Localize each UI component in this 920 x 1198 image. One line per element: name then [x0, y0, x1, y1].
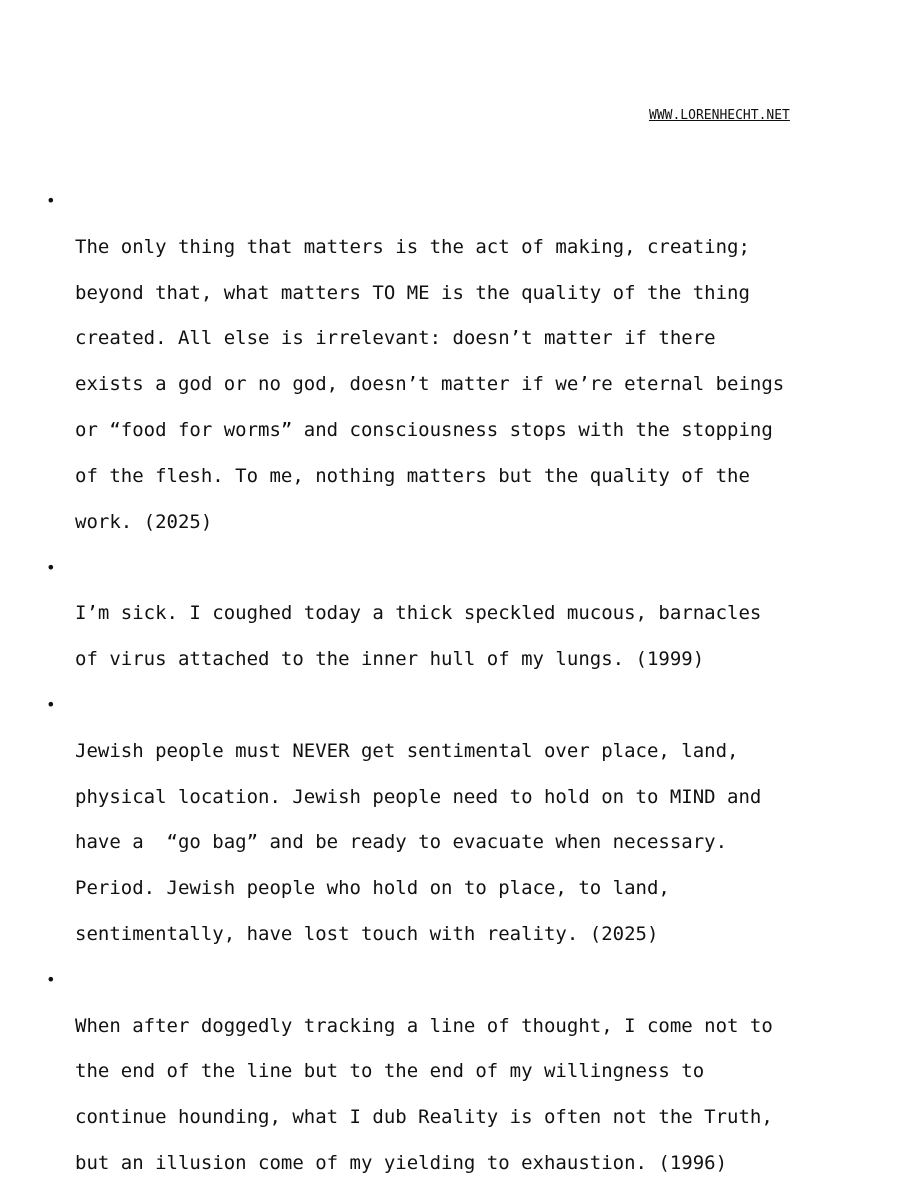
note-line: beyond that, what matters TO ME is the quality of the thing — [75, 281, 750, 304]
note-line: the end of the line but to the end of my willingness to — [75, 1060, 705, 1083]
note-line: of the flesh. To me, nothing matters but the quality of the — [75, 464, 750, 487]
note-line: exists a god or no god, doesn’t matter if we’re eternal beings — [75, 373, 785, 396]
note-line: Jewish people must NEVER get sentimental over place, land, — [75, 739, 739, 762]
note-item-3 — [0, 694, 860, 969]
note-line: or “food for worms” and consciousness stops with the stopping — [75, 419, 773, 442]
notes-list — [0, 190, 860, 1198]
note-item-2 — [0, 557, 860, 694]
note-line: work. (2025) — [75, 510, 213, 533]
bullet-icon: • — [46, 694, 56, 714]
bullet-icon: • — [46, 191, 56, 210]
note-line: of virus attached to the inner hull of my lungs. (1999) — [75, 648, 705, 671]
bullet-icon: • — [46, 557, 56, 577]
note-line: continue hounding, what I dub Reality is often not the Truth, — [75, 1106, 773, 1129]
note-line: Period. Jewish people who hold on to place, to land, — [75, 877, 670, 900]
note-item-4 — [0, 969, 860, 1198]
note-line: physical location. Jewish people need to hold on to MIND and — [75, 785, 762, 808]
note-line: sentimentally, have lost touch with reality. (2025) — [75, 923, 659, 945]
note-item-1 — [0, 190, 860, 557]
note-line: The only thing that matters is the act of making, creating; — [75, 235, 750, 258]
bullet-icon: • — [46, 969, 56, 989]
note-line: have a “go bag” and be ready to evacuate when necessary. — [75, 831, 728, 854]
note-line: created. All else is irrelevant: doesn’t matter if there — [75, 327, 716, 350]
website-link[interactable]: WWW.LORENHECHT.NET — [649, 108, 790, 123]
note-line: I’m sick. I coughed today a thick speckled mucous, barnacles — [75, 602, 762, 625]
note-line: When after doggedly tracking a line of thought, I come not to — [75, 1014, 773, 1037]
note-line: but an illusion come of my yielding to exhaustion. (1996) — [75, 1152, 728, 1175]
